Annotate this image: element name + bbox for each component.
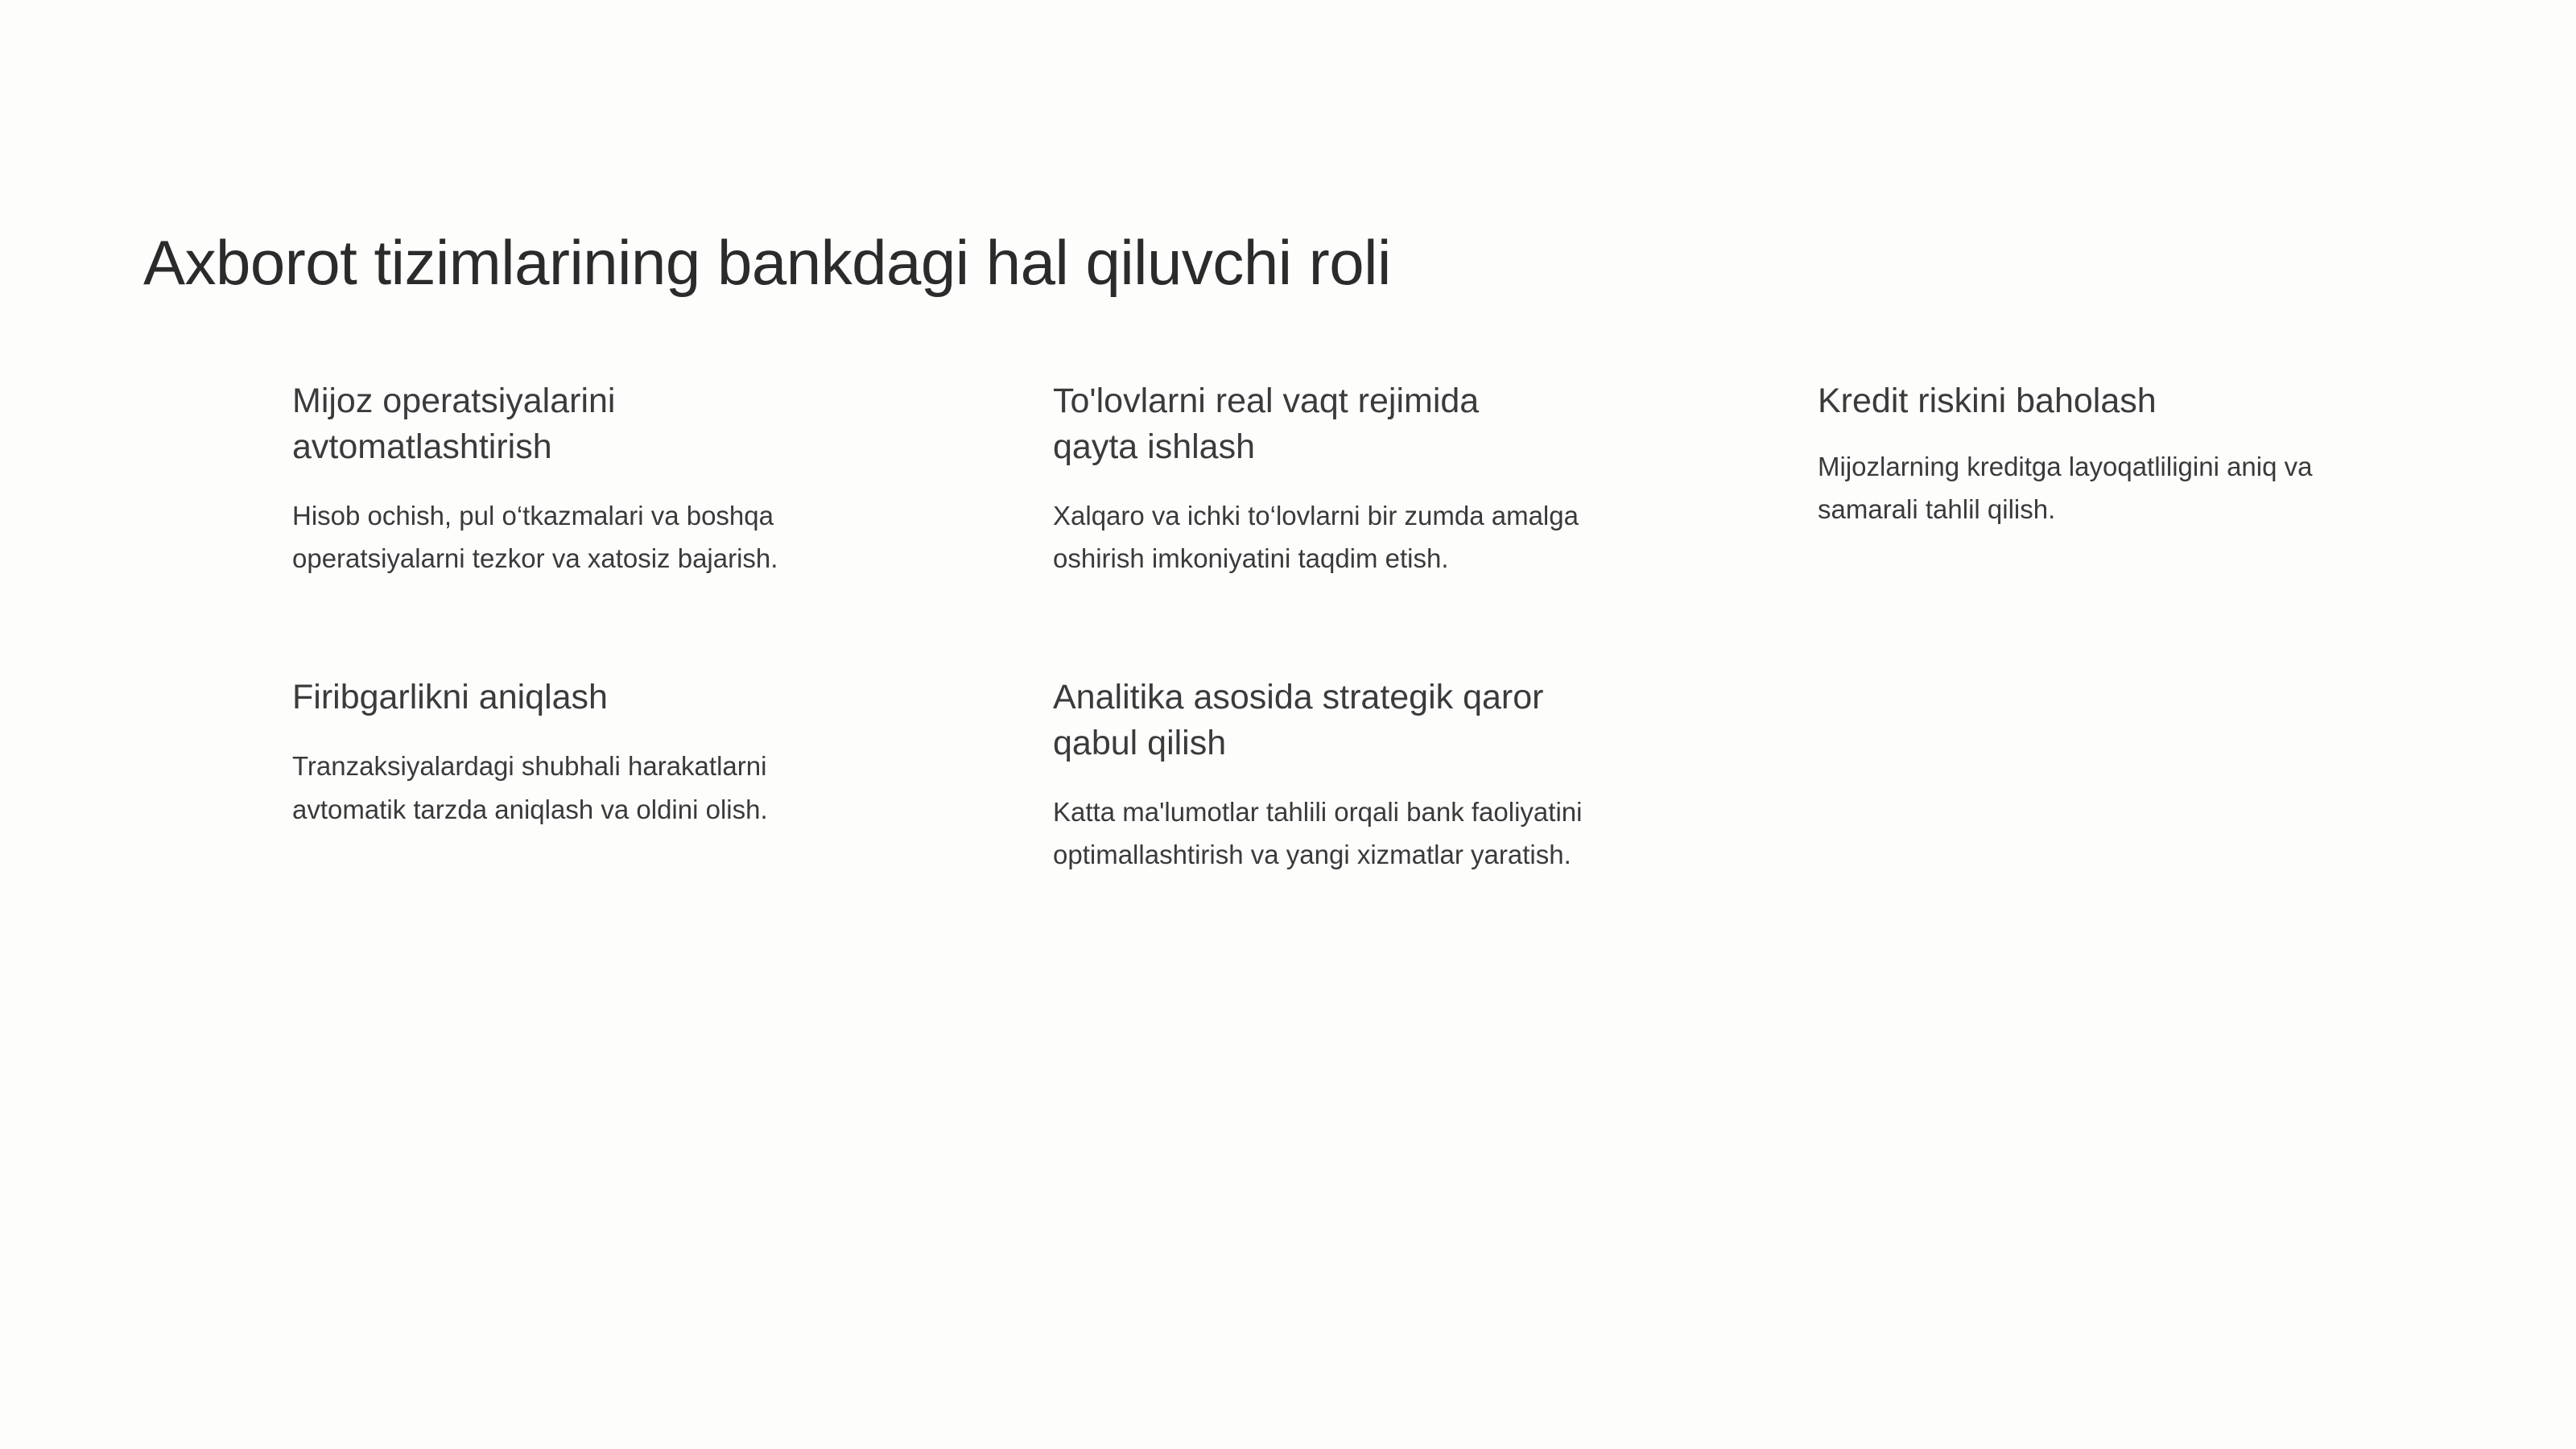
content-card xyxy=(292,378,844,580)
card-title: Mijoz operatsiyalarini avtomatlashtirish xyxy=(292,382,616,466)
card-body: Tranzaksiyalardagi shubhali harakatlarni avtomatik tarzda aniqlash va oldini olish. xyxy=(292,751,768,824)
page-title: Axborot tizimlarining bankdagi hal qiluvchi roli xyxy=(143,227,1391,299)
content-card xyxy=(1053,675,1616,876)
card-body: Katta ma'lumotlar tahlili orqali bank faoliyatini optimallashtirish va yangi xizmatlar yaratish. xyxy=(1053,796,1583,870)
content-columns xyxy=(143,378,2462,877)
column-1 xyxy=(143,378,916,831)
content-card xyxy=(1818,378,2389,531)
column-2 xyxy=(916,378,1689,877)
card-title: To'lovlarni real vaqt rejimida qayta ishlash xyxy=(1053,382,1480,466)
content-card xyxy=(292,675,844,831)
card-title: Firibgarlikni aniqlash xyxy=(292,678,608,717)
content-card xyxy=(1053,378,1616,580)
column-3 xyxy=(1689,378,2462,531)
card-title: Kredit riskini baholash xyxy=(1818,382,2157,420)
card-body: Hisob ochish, pul o‘tkazmalari va boshqa operatsiyalarni tezkor va xatosiz bajarish. xyxy=(292,500,778,573)
card-body: Xalqaro va ichki to‘lovlarni bir zumda amalga oshirish imkoniyatini taqdim etish. xyxy=(1053,500,1579,573)
card-body: Mijozlarning kreditga layoqatliligini aniq va samarali tahlil qilish. xyxy=(1818,451,2313,525)
card-title: Analitika asosida strategik qaror qabul qilish xyxy=(1053,678,1544,763)
